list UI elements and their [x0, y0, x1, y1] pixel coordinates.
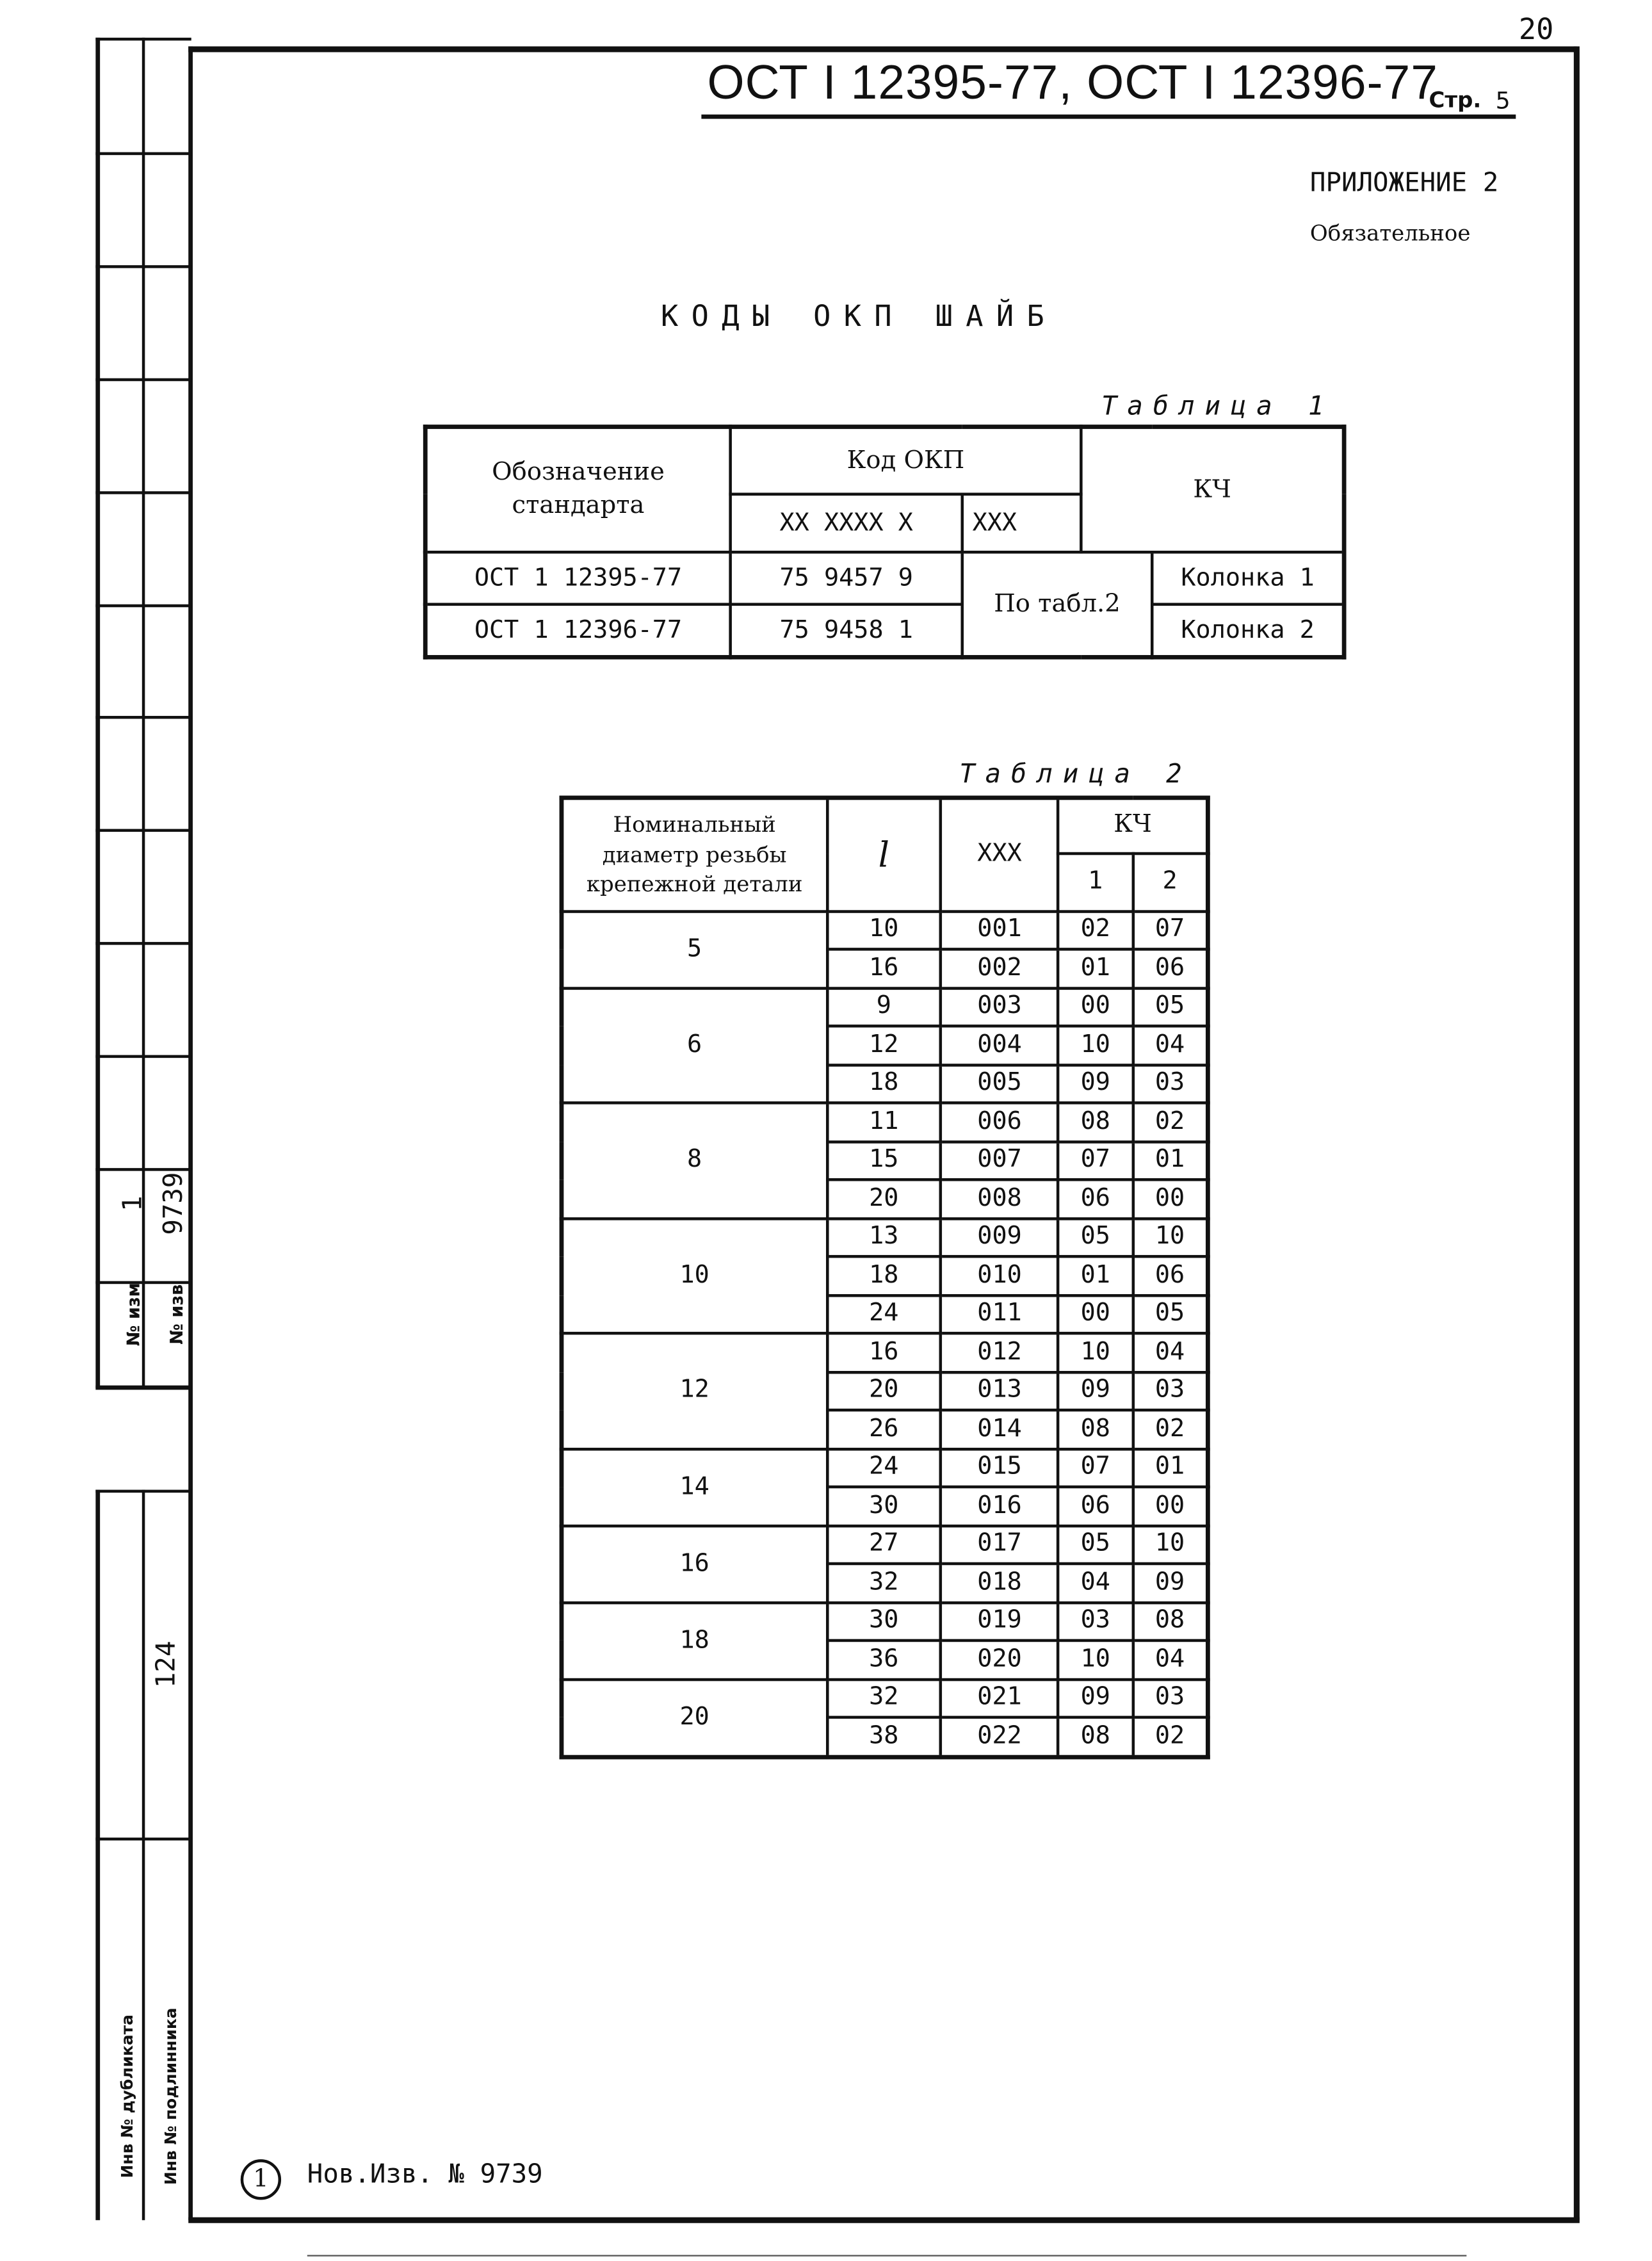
l-cell: 32 — [827, 1679, 941, 1717]
header-page-value: 5 — [1495, 86, 1510, 115]
kch2-cell: 01 — [1133, 1141, 1208, 1179]
strip-cell-line — [95, 942, 191, 945]
kch1-cell: 06 — [1058, 1487, 1133, 1525]
izv-value: 9739 — [158, 1172, 190, 1235]
table1-head-kch: КЧ — [1081, 427, 1344, 553]
table1-merged-value: По табл.2 — [962, 552, 1152, 657]
kch1-cell: 07 — [1058, 1448, 1133, 1487]
kch2-cell: 02 — [1133, 1410, 1208, 1448]
kch2-cell: 09 — [1133, 1564, 1208, 1602]
kch2-cell: 05 — [1133, 1295, 1208, 1333]
l-cell: 9 — [827, 987, 941, 1026]
kch2-cell: 06 — [1133, 1256, 1208, 1295]
xxx-cell: 016 — [941, 1487, 1058, 1525]
kch2-cell: 10 — [1133, 1525, 1208, 1564]
l-cell: 16 — [827, 1333, 941, 1372]
xxx-cell: 018 — [941, 1564, 1058, 1602]
kch2-cell: 06 — [1133, 949, 1208, 987]
izm-value: 1 — [118, 1195, 149, 1212]
diameter-cell: 6 — [562, 987, 827, 1103]
kch1-cell: 02 — [1058, 911, 1133, 949]
circle-mark: 1 — [241, 2159, 281, 2200]
l-cell: 10 — [827, 911, 941, 949]
table2-head-kch: КЧ — [1058, 798, 1208, 853]
kch1-cell: 03 — [1058, 1602, 1133, 1641]
l-cell: 16 — [827, 949, 941, 987]
xxx-cell: 013 — [941, 1372, 1058, 1410]
appendix-status: Обязательное — [1309, 220, 1471, 247]
l-cell: 30 — [827, 1487, 941, 1525]
strip-left-upper — [95, 38, 100, 1388]
kch2-cell: 02 — [1133, 1103, 1208, 1141]
table1-head-okp-sub1: XX XXXX X — [731, 494, 962, 552]
kch2-cell: 03 — [1133, 1064, 1208, 1103]
kch1-cell: 10 — [1058, 1026, 1133, 1064]
kch1-cell: 05 — [1058, 1218, 1133, 1256]
l-cell: 18 — [827, 1256, 941, 1295]
l-cell: 32 — [827, 1564, 941, 1602]
frame-left — [188, 46, 193, 2220]
strip-cell-line — [95, 152, 191, 156]
table1-row1-kch: Колонка 1 — [1152, 552, 1344, 604]
table-row — [562, 1218, 1208, 1256]
strip-cell-line — [95, 378, 191, 382]
l-cell: 12 — [827, 1026, 941, 1064]
table1-head-designation: Обозначение стандарта — [425, 427, 730, 553]
inv-podl-label: Инв № подлинника — [161, 2007, 181, 2185]
kch2-cell: 03 — [1133, 1679, 1208, 1717]
xxx-cell: 004 — [941, 1026, 1058, 1064]
xxx-cell: 005 — [941, 1064, 1058, 1103]
kch1-cell: 09 — [1058, 1372, 1133, 1410]
table1 — [423, 425, 1347, 660]
strip-cell-line — [95, 604, 191, 608]
table-row — [562, 1448, 1208, 1487]
xxx-cell: 020 — [941, 1641, 1058, 1679]
kch1-cell: 01 — [1058, 1256, 1133, 1295]
l-cell: 24 — [827, 1295, 941, 1333]
kch1-cell: 09 — [1058, 1679, 1133, 1717]
header-page-label: Стр. — [1429, 86, 1482, 113]
xxx-cell: 012 — [941, 1333, 1058, 1372]
xxx-cell: 017 — [941, 1525, 1058, 1564]
table-row — [562, 1333, 1208, 1372]
xxx-cell: 006 — [941, 1103, 1058, 1141]
kch2-cell: 04 — [1133, 1026, 1208, 1064]
strip-lower-divider — [95, 1838, 191, 1841]
inv-podl-value: 124 — [151, 1641, 182, 1689]
table-row — [562, 1103, 1208, 1141]
table-row — [562, 1679, 1208, 1717]
kch2-cell: 10 — [1133, 1218, 1208, 1256]
kch2-cell: 03 — [1133, 1372, 1208, 1410]
appendix-label: ПРИЛОЖЕНИЕ 2 — [1309, 168, 1499, 199]
table1-head-okp: Код ОКП — [731, 427, 1081, 494]
table2-head-l: l — [827, 798, 941, 911]
table2-head-kch1: 1 — [1058, 853, 1133, 911]
table1-row1-code: 75 9457 9 — [731, 552, 962, 604]
l-cell: 20 — [827, 1179, 941, 1218]
table1-row2-designation: ОСТ 1 12396-77 — [425, 604, 730, 657]
kch1-cell: 06 — [1058, 1179, 1133, 1218]
doc-title: КОДЫ ОКП ШАЙБ — [661, 298, 1058, 334]
l-cell: 20 — [827, 1372, 941, 1410]
table1-row2-kch: Колонка 2 — [1152, 604, 1344, 657]
strip-cell-line — [95, 265, 191, 268]
diameter-cell: 8 — [562, 1103, 827, 1218]
kch2-cell: 05 — [1133, 987, 1208, 1026]
table2-head-kch2: 2 — [1133, 853, 1208, 911]
table1-head-okp-sub2: XXX — [962, 494, 1081, 552]
header-title: ОСТ I 12395-77, ОСТ I 12396-77 — [707, 55, 1439, 109]
xxx-cell: 015 — [941, 1448, 1058, 1487]
footer-note: Нов.Изв. № 9739 — [307, 2159, 543, 2190]
xxx-cell: 010 — [941, 1256, 1058, 1295]
frame-top — [188, 46, 1576, 52]
l-cell: 13 — [827, 1218, 941, 1256]
kch1-cell: 08 — [1058, 1717, 1133, 1756]
kch1-cell: 05 — [1058, 1525, 1133, 1564]
l-cell: 30 — [827, 1602, 941, 1641]
izv-label: № изв — [166, 1284, 187, 1345]
kch2-cell: 00 — [1133, 1179, 1208, 1218]
diameter-cell: 16 — [562, 1525, 827, 1602]
kch1-cell: 08 — [1058, 1103, 1133, 1141]
l-cell: 26 — [827, 1410, 941, 1448]
izm-label: № изм — [123, 1283, 144, 1347]
table1-caption: Таблица 1 — [1101, 391, 1334, 422]
diameter-cell: 5 — [562, 911, 827, 987]
strip-left-lower — [95, 1490, 100, 2221]
xxx-cell: 003 — [941, 987, 1058, 1026]
strip-mid-lower — [142, 1490, 145, 2221]
l-cell: 18 — [827, 1064, 941, 1103]
xxx-cell: 021 — [941, 1679, 1058, 1717]
xxx-cell: 019 — [941, 1602, 1058, 1641]
page-number: 20 — [1518, 12, 1554, 47]
l-cell: 24 — [827, 1448, 941, 1487]
xxx-cell: 002 — [941, 949, 1058, 987]
xxx-cell: 001 — [941, 911, 1058, 949]
table1-row1-designation: ОСТ 1 12395-77 — [425, 552, 730, 604]
frame-bottom — [188, 2217, 1580, 2223]
strip-cell-line — [95, 491, 191, 494]
diameter-cell: 10 — [562, 1218, 827, 1333]
table2-head-xxx: XXX — [941, 798, 1058, 911]
l-cell: 27 — [827, 1525, 941, 1564]
table-row — [562, 1602, 1208, 1641]
kch1-cell: 08 — [1058, 1410, 1133, 1448]
diameter-cell: 20 — [562, 1679, 827, 1756]
kch1-cell: 09 — [1058, 1064, 1133, 1103]
strip-cell-line — [95, 1055, 191, 1058]
table2 — [560, 795, 1210, 1758]
table2-caption: Таблица 2 — [959, 759, 1192, 790]
frame-right — [1574, 46, 1580, 2220]
l-cell: 36 — [827, 1641, 941, 1679]
strip-upper-bottom — [95, 1386, 191, 1390]
table-row — [562, 1525, 1208, 1564]
kch1-cell: 04 — [1058, 1564, 1133, 1602]
kch2-cell: 02 — [1133, 1717, 1208, 1756]
table2-body — [562, 911, 1208, 1756]
xxx-cell: 008 — [941, 1179, 1058, 1218]
kch1-cell: 00 — [1058, 1295, 1133, 1333]
kch2-cell: 07 — [1133, 911, 1208, 949]
table2-head-diameter: Номинальный диаметр резьбы крепежной детали — [562, 798, 827, 911]
kch2-cell: 04 — [1133, 1641, 1208, 1679]
xxx-cell: 011 — [941, 1295, 1058, 1333]
diameter-cell: 18 — [562, 1602, 827, 1679]
l-cell: 11 — [827, 1103, 941, 1141]
diameter-cell: 14 — [562, 1448, 827, 1525]
diameter-cell: 12 — [562, 1333, 827, 1448]
table1-row2-code: 75 9458 1 — [731, 604, 962, 657]
kch1-cell: 10 — [1058, 1333, 1133, 1372]
xxx-cell: 022 — [941, 1717, 1058, 1756]
xxx-cell: 007 — [941, 1141, 1058, 1179]
kch2-cell: 00 — [1133, 1487, 1208, 1525]
kch2-cell: 01 — [1133, 1448, 1208, 1487]
header-underline — [701, 115, 1516, 119]
kch1-cell: 01 — [1058, 949, 1133, 987]
l-cell: 15 — [827, 1141, 941, 1179]
strip-cell-line — [95, 716, 191, 719]
kch2-cell: 08 — [1133, 1602, 1208, 1641]
kch2-cell: 04 — [1133, 1333, 1208, 1372]
table-row — [562, 987, 1208, 1026]
kch1-cell: 00 — [1058, 987, 1133, 1026]
strip-cell-line — [95, 829, 191, 832]
bottom-trim-line — [307, 2255, 1467, 2257]
table-row — [562, 911, 1208, 949]
xxx-cell: 009 — [941, 1218, 1058, 1256]
kch1-cell: 07 — [1058, 1141, 1133, 1179]
inv-dubl-label: Инв № дубликата — [118, 2014, 137, 2178]
kch1-cell: 10 — [1058, 1641, 1133, 1679]
l-cell: 38 — [827, 1717, 941, 1756]
xxx-cell: 014 — [941, 1410, 1058, 1448]
